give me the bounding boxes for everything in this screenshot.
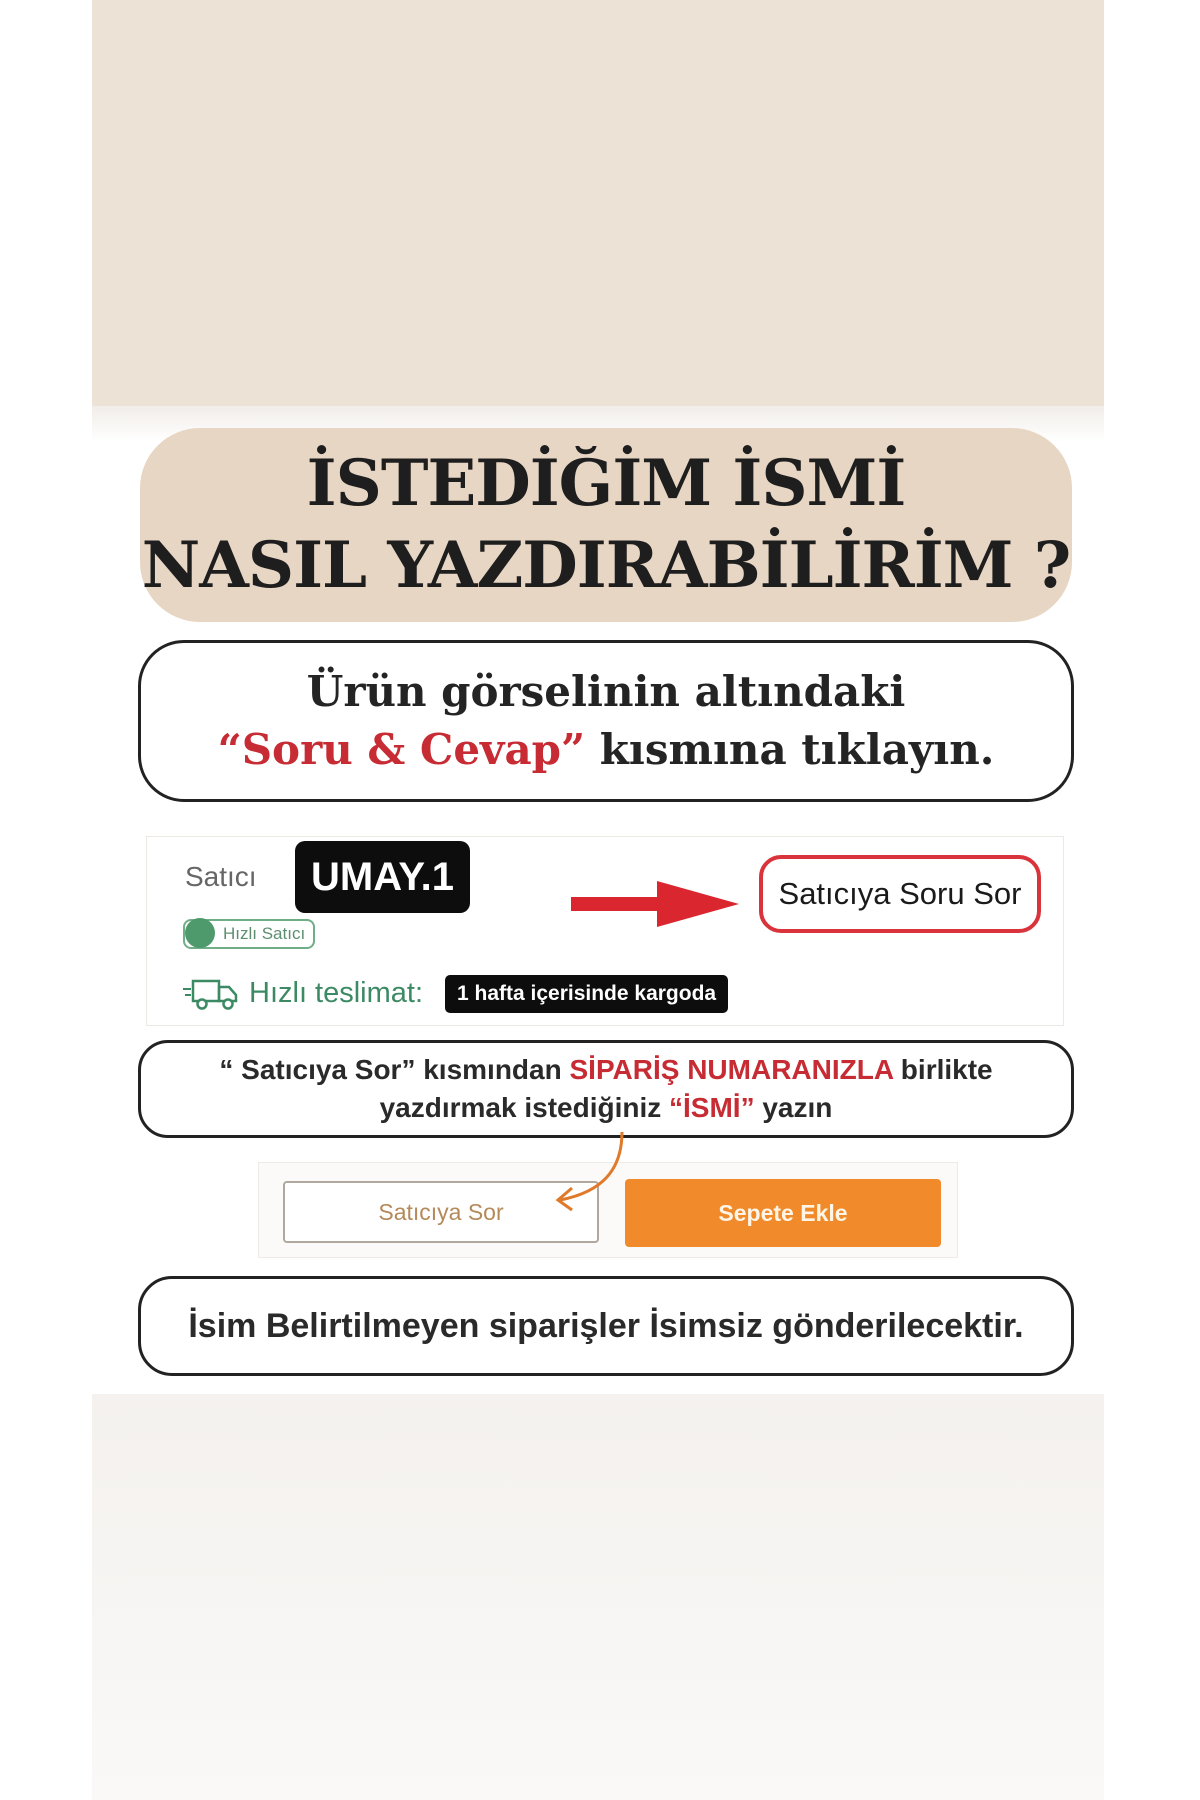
fast-seller-badge (183, 919, 315, 949)
instruction-1-rest: kısmına tıklayın. (585, 725, 995, 774)
curved-arrow-icon (542, 1130, 652, 1230)
note-text: İsim Belirtilmeyen siparişler İsimsiz gönderilecektir. (188, 1306, 1024, 1345)
instruction-2-line-2 (380, 1089, 833, 1127)
bottom-background (92, 1394, 1104, 1800)
ask-seller-button[interactable]: Satıcıya Sor (283, 1181, 599, 1243)
story-frame (92, 0, 1104, 1800)
truck-icon (183, 977, 239, 1011)
instruction-2-part-4: yazın (754, 1092, 833, 1123)
fast-seller-label: Hızlı Satıcı (223, 924, 306, 943)
delivery-value: 1 hafta içerisinde kargoda (445, 975, 728, 1013)
seller-name[interactable]: UMAY.1 (295, 841, 470, 913)
instruction-2-part-2: birlikte (893, 1054, 993, 1085)
seller-panel (146, 836, 1064, 1026)
note-box (138, 1276, 1074, 1376)
delivery-label: Hızlı teslimat: (249, 977, 424, 1009)
instruction-1-line-1: Ürün görselinin altındaki (306, 667, 906, 716)
instruction-1-line-2 (218, 721, 995, 779)
ask-seller-question-button[interactable]: Satıcıya Soru Sor (759, 855, 1041, 933)
top-background (92, 0, 1104, 406)
instruction-2-line-1 (219, 1051, 992, 1089)
title-line-1: İSTEDİĞİM İSMİ (306, 446, 906, 521)
arrow-right-icon (571, 881, 739, 927)
instruction-2-part-1: “ Satıcıya Sor” kısmından (219, 1054, 570, 1085)
title-line-2: NASIL YAZDIRABİLİRİM ? (141, 528, 1071, 603)
title-banner (140, 428, 1072, 622)
seller-label: Satıcı (185, 861, 257, 892)
order-number-highlight: SİPARİŞ NUMARANIZLA (569, 1054, 894, 1085)
add-to-cart-button[interactable]: Sepete Ekle (625, 1179, 941, 1247)
shield-check-icon (185, 918, 215, 948)
name-highlight: “İSMİ” (669, 1092, 755, 1123)
soru-cevap-highlight: “Soru & Cevap” (217, 725, 586, 774)
instruction-2-part-3: yazdırmak istediğiniz (379, 1092, 670, 1123)
instruction-box-1 (138, 640, 1074, 802)
instruction-box-2 (138, 1040, 1074, 1138)
